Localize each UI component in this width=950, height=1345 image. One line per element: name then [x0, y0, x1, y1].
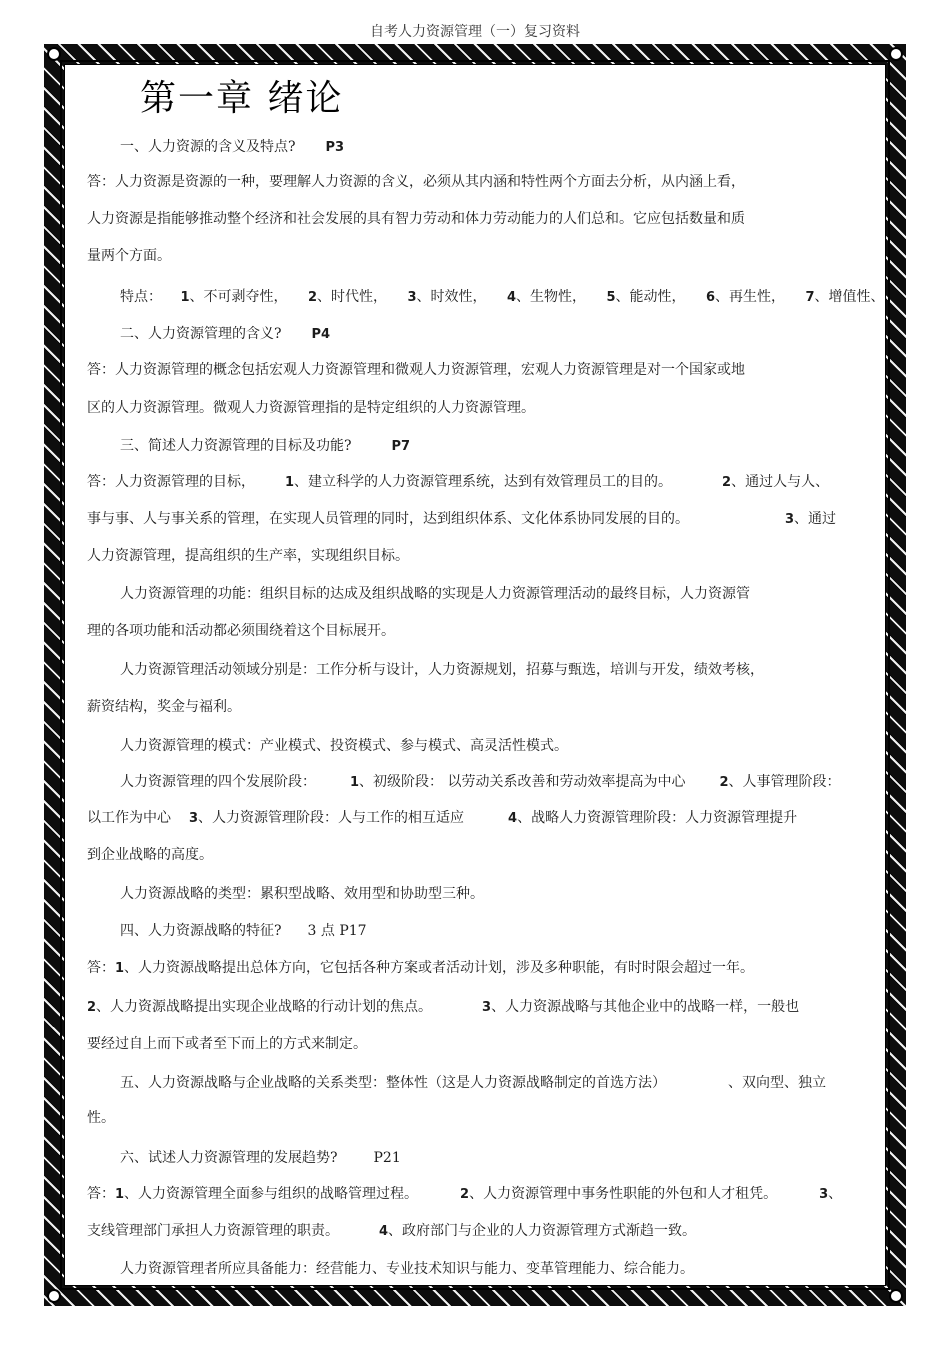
- chapter-title: 第一章 绪论: [140, 78, 344, 119]
- paragraph-line: 人力资源管理的功能：组织目标的达成及组织战略的实现是人力资源管理活动的最终目标，人力资源管: [120, 586, 750, 602]
- answer-line: 支线管理部门承担人力资源管理的职责。 4、政府部门与企业的人力资源管理方式渐趋一致。: [87, 1223, 697, 1239]
- corner-ornament: [47, 47, 61, 61]
- answer-line: 量两个方面。: [87, 248, 171, 264]
- paragraph-line: 人力资源管理者所应具备能力：经营能力、专业技术知识与能力、变革管理能力、综合能力。: [120, 1261, 694, 1277]
- paragraph-line: 以工作为中心 3、人力资源管理阶段：人与工作的相互适应 4、战略人力资源管理阶段：人力资源管理提升: [87, 810, 798, 826]
- paragraph-line: 人力资源战略的类型：累积型战略、效用型和协助型三种。: [120, 886, 484, 902]
- paragraph-line: 人力资源管理的模式：产业模式、投资模式、参与模式、高灵活性模式。: [120, 738, 568, 754]
- answer-line: 答：人力资源管理的概念包括宏观人力资源管理和微观人力资源管理，宏观人力资源管理是对一个国家或地: [87, 362, 745, 378]
- corner-ornament: [47, 1289, 61, 1303]
- answer-line: 事与事、人与事关系的管理，在实现人员管理的同时，达到组织体系、文化体系协同发展的目的。 3、通过: [87, 511, 837, 527]
- answer-line: 要经过自上而下或者至下而上的方式来制定。: [87, 1036, 367, 1052]
- paragraph-line: 人力资源管理的四个发展阶段： 1、初级阶段： 以劳动关系改善和劳动效率提高为中心 2、人事管理阶段：: [120, 774, 841, 790]
- answer-line: 答：人力资源管理的目标， 1、建立科学的人力资源管理系统，达到有效管理员工的目的。 2、通过人与人、: [87, 474, 830, 490]
- question-3: 三、简述人力资源管理的目标及功能? P7: [120, 438, 411, 454]
- page-ref: P3: [325, 140, 345, 155]
- answer-line: 区的人力资源管理。微观人力资源管理指的是特定组织的人力资源管理。: [87, 400, 535, 416]
- question-4: 四、人力资源战略的特征? 3 点 P17: [120, 923, 367, 939]
- page-ref: 3 点 P17: [307, 923, 367, 939]
- paragraph-line: 薪资结构，奖金与福利。: [87, 699, 241, 715]
- paragraph-line: 到企业战略的高度。: [87, 847, 213, 863]
- answer-line: 人力资源是指能够推动整个经济和社会发展的具有智力劳动和体力劳动能力的人们总和。它应包括数量和质: [87, 211, 745, 227]
- corner-ornament: [889, 1289, 903, 1303]
- answer-line: 答：1、人力资源战略提出总体方向，它包括各种方案或者活动计划，涉及多种职能，有时时限会超过一年。: [87, 960, 755, 976]
- answer-line: 答：人力资源是资源的一种，要理解人力资源的含义，必须从其内涵和特性两个方面去分析，从内涵上看，: [87, 174, 745, 190]
- corner-ornament: [889, 47, 903, 61]
- question-1: 一、人力资源的含义及特点? P3: [120, 139, 345, 155]
- page-ref: P7: [391, 439, 411, 454]
- page-ref: P21: [373, 1150, 401, 1166]
- page-ref: P4: [311, 327, 331, 342]
- question-6: 六、试述人力资源管理的发展趋势? P21: [120, 1150, 401, 1166]
- features-line: 特点： 1、不可剥夺性， 2、时代性， 3、时效性， 4、生物性， 5、能动性， 6、再生性， 7、增值性、: [120, 289, 885, 305]
- answer-line: 答：1、人力资源管理全面参与组织的战略管理过程。 2、人力资源管理中事务性职能的外包和人才租凭。 3、: [87, 1186, 843, 1202]
- paragraph-line: 理的各项功能和活动都必须围绕着这个目标展开。: [87, 623, 395, 639]
- answer-line: 2、人力资源战略提出实现企业战略的行动计划的焦点。 3、人力资源战略与其他企业中的战略一样，一般也: [87, 999, 800, 1015]
- paragraph-line: 性。: [87, 1110, 115, 1126]
- running-header: 自考人力资源管理（一）复习资料: [370, 24, 580, 40]
- question-5: 五、人力资源战略与企业战略的关系类型：整体性（这是人力资源战略制定的首选方法） 、双向型、独立: [120, 1075, 826, 1091]
- answer-line: 人力资源管理，提高组织的生产率，实现组织目标。: [87, 548, 409, 564]
- question-2: 二、人力资源管理的含义? P4: [120, 326, 331, 342]
- paragraph-line: 人力资源管理活动领域分别是：工作分析与设计，人力资源规划，招募与甄选，培训与开发，绩效考核，: [120, 662, 764, 678]
